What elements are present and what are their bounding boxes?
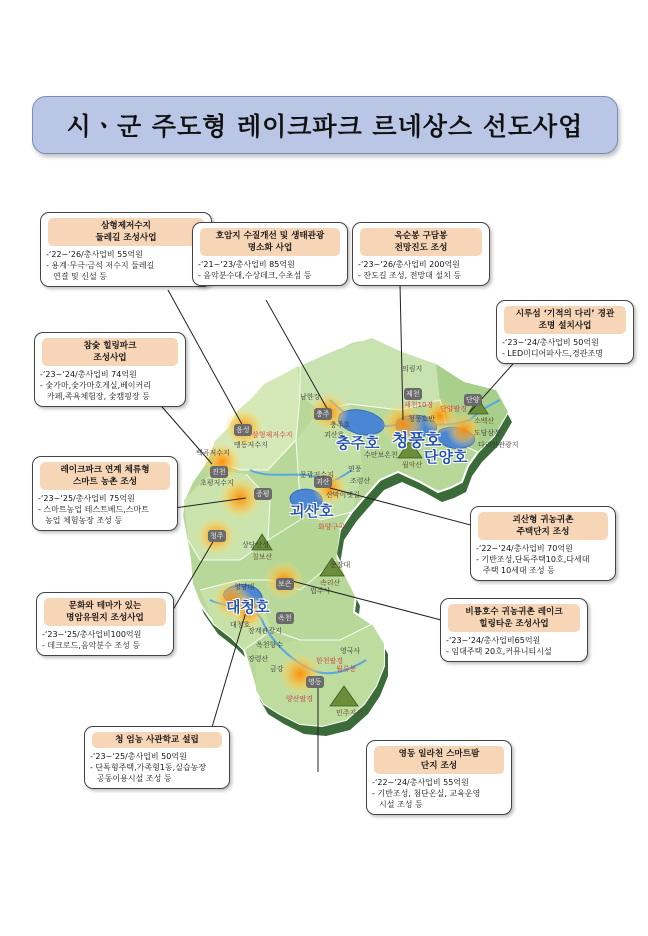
callout-farming-academy [84, 726, 230, 789]
callout-title-line: 영동 일라천 스마트팜 [398, 749, 480, 759]
place-label: 수안보온천 [364, 451, 398, 459]
place-label: 의림지 [402, 365, 423, 373]
callout-title-line: 전망진도 조성 [394, 243, 448, 253]
callout-title [200, 228, 340, 256]
place-label: 양산팔경 [286, 695, 314, 703]
callout-detail: 공동이용시설 조성 등 [97, 774, 172, 783]
callout-title-line: 힐링타운 조성사업 [479, 619, 549, 629]
callout-title-line: 주택단지 조성 [516, 527, 570, 537]
callout-hoamji [192, 222, 348, 286]
place-label: 금강 [270, 665, 284, 673]
lake-label-cheongpung: 청풍호 [392, 431, 442, 451]
callout-oksunbong [352, 222, 490, 286]
callout-title [44, 598, 166, 626]
place-label: 화양구곡 [318, 523, 346, 531]
callout-detail: - 임대주택 20호,커뮤니티시설 [446, 647, 552, 656]
callout-period: -‘23~‘26/총사업비 200억원 [358, 260, 460, 269]
place-label: 문장대 [330, 561, 351, 569]
callout-title-line: 호암지 수질개선 및 생태관광 [215, 231, 325, 241]
callout-title-line: 조성사업 [93, 353, 127, 363]
callout-title [40, 462, 170, 490]
mountain-label-songnisan: 속리산 [320, 579, 341, 587]
title-banner [32, 96, 618, 154]
county-label-jecheon: 제천 [406, 390, 420, 398]
callout-period: -‘23~‘24/총사업비65억원 [446, 636, 541, 645]
place-label: 산막이옛길 [326, 491, 360, 499]
callout-detail: - 단독형주택,가족형1동,실습농장 [90, 763, 207, 772]
callout-biryong-lake [440, 598, 588, 662]
callout-goesan-housing [470, 506, 616, 581]
callout-title [42, 338, 178, 366]
page-title: 시ㆍ군 주도형 레이크파크 르네상스 선도사업 [66, 112, 584, 141]
callout-title-line: 청 엄농 사관학교 설립 [115, 735, 199, 745]
callout-period: -‘22~‘24/총사업비 55억원 [372, 778, 469, 787]
callout-title-line: 명소화 사업 [247, 243, 293, 253]
callout-chamsut [34, 332, 186, 407]
county-label-boeun: 보은 [278, 580, 292, 588]
callout-title-line: 둘레길 조성사업 [95, 233, 157, 243]
place-label: 삼형제저수지 [252, 431, 293, 439]
lake-label-danyang: 단양호 [424, 448, 468, 466]
callout-title-line: 괴산형 귀농귀촌 [512, 515, 574, 525]
callout-detail: - 숯가마,숯가마호게실,베이커리 [40, 381, 151, 390]
place-label: 월류봉 [336, 665, 357, 673]
callout-detail: - 스마트농업 테스트베드,스마트 [38, 505, 149, 514]
callout-detail: 연결 및 신설 등 [53, 272, 107, 281]
callout-title-line: 문화와 테마가 있는 [68, 601, 142, 611]
county-label-goesan: 괴산 [316, 478, 330, 486]
place-label: 도담삼봉 [474, 429, 502, 437]
place-label: 단양팔경 [440, 405, 468, 413]
place-label: 장계관광지 [248, 627, 282, 635]
place-label: 조령산 [350, 477, 371, 485]
mountain-label-minjujisan: 민주지산 [336, 709, 364, 717]
place-label: 괴산호 [324, 431, 345, 439]
county-label-jincheon: 진천 [212, 468, 226, 476]
callout-title-line: 단지 조성 [420, 761, 458, 771]
callout-period: -‘23~‘25/총사업비 75억원 [38, 494, 135, 503]
place-label: 문광저수지 [300, 471, 334, 479]
callout-title [478, 512, 608, 540]
callout-title-line: 조명 설치사업 [538, 321, 592, 331]
callout-detail: - 잔도길 조성, 전망대 설치 등 [358, 271, 462, 280]
callout-period: -‘22~‘24/총사업비 70억원 [476, 544, 573, 553]
lake-label-goesan: 괴산호 [290, 502, 334, 520]
callout-title-line: 시루섬 ‘기적의 다리’ 경관 [515, 309, 615, 319]
place-label: 청남대 [234, 583, 255, 591]
place-label: 영국사 [340, 647, 361, 655]
callout-period: -‘23~‘24/총사업비 50억원 [502, 338, 599, 347]
callout-title-line: 비룡호수 귀농귀촌 레이크 [465, 607, 563, 617]
callout-detail: - 기반조성,단독주택10호,다세대 [476, 555, 590, 564]
callout-period: -‘23~‘24/총사업비 74억원 [40, 370, 137, 379]
place-label: 초평저수지 [200, 479, 234, 487]
county-label-cheongju: 청주 [210, 532, 224, 540]
callout-detail: - 용계·무극·금석 저수지 둘레길 [46, 261, 155, 270]
callout-title-line: 스마트 농촌 조성 [72, 477, 138, 487]
lake-label-daecheong: 대청호 [226, 598, 270, 616]
mountain-label-woraksan: 월악산 [402, 461, 423, 469]
callout-myeongam [36, 592, 174, 656]
callout-detail: 농업 체험농장 조성 등 [45, 516, 123, 525]
callout-title [360, 228, 482, 256]
callout-title-line: 레이크파크 연계 체류형 [60, 465, 150, 475]
callout-title [448, 604, 580, 632]
callout-title [374, 746, 504, 774]
callout-sirumseom [496, 300, 634, 364]
callout-title [48, 218, 204, 246]
callout-yeongdong-smartfarm [366, 740, 512, 815]
place-label: 옥천향수 [256, 641, 284, 649]
mountain-label-sobaeksan: 소백산 [474, 417, 495, 425]
place-label: 한천팔경 [316, 657, 344, 665]
place-label: 법주사 [310, 587, 331, 595]
callout-detail: - 음악분수대,수상데크,수초섬 등 [198, 271, 312, 280]
callout-title-line: 참숯 힐링파크 [83, 341, 137, 351]
callout-detail: 주택 10세대 조성 등 [483, 566, 555, 575]
county-label-danyang: 단양 [466, 396, 480, 404]
place-label: 다리안관광지 [478, 441, 519, 449]
callout-title [92, 732, 222, 748]
county-label-okcheon: 옥천 [278, 614, 292, 622]
place-label: 충주호 [330, 421, 351, 429]
lake-label-chungju: 충주호 [336, 434, 380, 452]
callout-samhyeongje [40, 212, 212, 287]
mountain-label-chilbosan: 칠보산 [252, 553, 273, 561]
county-label-yeongdong: 영동 [308, 678, 322, 686]
county-label-jeungpyeong: 증평 [256, 490, 270, 498]
place-label: 남한강 [300, 393, 321, 401]
callout-period: -‘21~‘23/총사업비 85억원 [198, 260, 295, 269]
place-label: 상당산성 [242, 541, 270, 549]
callout-title [504, 306, 626, 334]
callout-period: -‘23~‘25/총사업비 50억원 [90, 752, 187, 761]
callout-detail: - 데크로드,음악분수 조성 등 [42, 641, 141, 650]
callout-detail: 카페,족욕체험장, 숯캠핑장 등 [47, 392, 150, 401]
callout-title-line: 옥순봉 구담봉 [394, 231, 448, 241]
place-label: 장령산 [248, 655, 269, 663]
place-label: 연풍 [348, 465, 362, 473]
place-label: 제천10경 [404, 401, 434, 409]
place-label: 맹동저수지 [234, 441, 268, 449]
callout-period: -‘23~‘25/총사업비100억원 [42, 630, 142, 639]
callout-title-line: 삼형제저수지 [101, 221, 151, 231]
callout-period: -‘22~‘26/총사업비 55억원 [46, 250, 143, 259]
callout-detail: - 기반조성, 첨단온실, 교육운영 [372, 789, 481, 798]
callout-smart-farm-village [32, 456, 178, 531]
callout-detail: - LED미디어파사드,경관조명 [502, 349, 603, 358]
place-label: 백곡저수지 [196, 449, 230, 457]
place-label: 청풍호반 [408, 415, 436, 423]
callout-title-line: 명암유원지 조성사업 [66, 613, 144, 623]
place-label: 대청호 [230, 621, 251, 629]
county-label-chungju: 충주 [316, 410, 330, 418]
callout-detail: 시설 조성 등 [379, 800, 423, 809]
county-label-eumseong: 음성 [236, 426, 250, 434]
